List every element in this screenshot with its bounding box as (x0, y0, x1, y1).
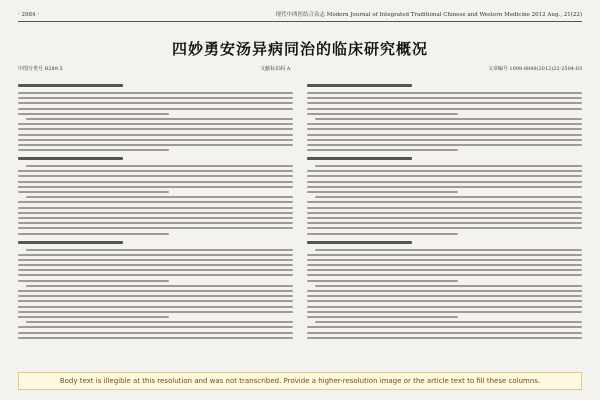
text-line-placeholder (18, 280, 169, 282)
text-line-placeholder (307, 191, 458, 193)
text-line-placeholder (18, 181, 293, 183)
text-line-placeholder (18, 332, 293, 334)
text-line-placeholder (26, 321, 293, 323)
text-line-placeholder (307, 337, 582, 339)
text-line-placeholder (307, 113, 458, 115)
text-line-placeholder (18, 222, 293, 224)
text-line-placeholder (307, 149, 458, 151)
text-line-placeholder (18, 123, 293, 125)
clc-number: 中图分类号 R289.5 (18, 66, 63, 72)
text-line-placeholder (307, 306, 582, 308)
text-line-placeholder (26, 118, 293, 120)
text-line-placeholder (18, 175, 293, 177)
section-heading-placeholder (18, 241, 123, 244)
text-line-placeholder (307, 290, 582, 292)
left-column (18, 78, 293, 348)
text-line-placeholder (307, 123, 582, 125)
text-line-placeholder (18, 227, 293, 229)
text-line-placeholder (26, 165, 293, 167)
text-line-placeholder (307, 259, 582, 261)
section-heading-placeholder (18, 157, 123, 160)
text-line-placeholder (307, 332, 582, 334)
text-line-placeholder (307, 269, 582, 271)
text-line-placeholder (307, 128, 582, 130)
text-line-placeholder (18, 102, 293, 104)
body-columns (18, 78, 582, 348)
text-line-placeholder (307, 222, 582, 224)
text-line-placeholder (315, 196, 582, 198)
text-line-placeholder (315, 285, 582, 287)
text-line-placeholder (18, 144, 293, 146)
text-line-placeholder (18, 254, 293, 256)
text-line-placeholder (18, 264, 293, 266)
text-line-placeholder (307, 134, 582, 136)
text-line-placeholder (307, 227, 582, 229)
page-number: · 2984 · (18, 12, 39, 18)
text-line-placeholder (307, 295, 582, 297)
text-line-placeholder (18, 212, 293, 214)
text-line-placeholder (307, 280, 458, 282)
text-line-placeholder (26, 249, 293, 251)
section-heading-placeholder (307, 157, 412, 160)
text-line-placeholder (18, 191, 169, 193)
right-column (307, 78, 582, 348)
section-heading-placeholder (307, 241, 412, 244)
text-line-placeholder (18, 186, 293, 188)
text-line-placeholder (18, 207, 293, 209)
text-line-placeholder (18, 300, 293, 302)
text-line-placeholder (307, 201, 582, 203)
text-line-placeholder (307, 181, 582, 183)
text-line-placeholder (307, 316, 458, 318)
text-line-placeholder (307, 233, 458, 235)
text-line-placeholder (18, 233, 169, 235)
running-header (18, 10, 582, 22)
text-line-placeholder (18, 290, 293, 292)
text-line-placeholder (307, 102, 582, 104)
journal-name: 现代中西医结合杂志 Modern Journal of Integrated Traditional Chinese and Western Medicine 2012 Aug., 21(22) (275, 12, 582, 18)
text-line-placeholder (307, 92, 582, 94)
transcription-notice: Body text is illegible at this resolution and was not transcribed. Provide a higher-resolution image or the article text to fill these columns. (18, 372, 582, 390)
text-line-placeholder (18, 92, 293, 94)
text-line-placeholder (18, 170, 293, 172)
text-line-placeholder (307, 212, 582, 214)
text-line-placeholder (18, 295, 293, 297)
text-line-placeholder (18, 274, 293, 276)
text-line-placeholder (307, 207, 582, 209)
text-line-placeholder (307, 311, 582, 313)
text-line-placeholder (18, 306, 293, 308)
text-line-placeholder (315, 249, 582, 251)
text-line-placeholder (18, 113, 169, 115)
text-line-placeholder (307, 264, 582, 266)
article-meta (18, 65, 582, 72)
text-line-placeholder (18, 139, 293, 141)
text-line-placeholder (18, 97, 293, 99)
text-line-placeholder (307, 170, 582, 172)
text-line-placeholder (315, 165, 582, 167)
text-line-placeholder (18, 134, 293, 136)
text-line-placeholder (18, 128, 293, 130)
section-heading-placeholder (307, 84, 412, 87)
text-line-placeholder (18, 149, 169, 151)
text-line-placeholder (307, 97, 582, 99)
text-line-placeholder (18, 337, 293, 339)
text-line-placeholder (307, 274, 582, 276)
article-title: 四妙勇安汤异病同治的临床研究概况 (171, 40, 428, 58)
text-line-placeholder (18, 201, 293, 203)
text-line-placeholder (18, 316, 169, 318)
text-line-placeholder (307, 186, 582, 188)
text-line-placeholder (18, 108, 293, 110)
text-line-placeholder (307, 326, 582, 328)
text-line-placeholder (307, 108, 582, 110)
text-line-placeholder (18, 326, 293, 328)
text-line-placeholder (18, 269, 293, 271)
text-line-placeholder (18, 311, 293, 313)
article-id: 文章编号 1008-8849(2012)22-2504-03 (487, 66, 582, 72)
text-line-placeholder (26, 196, 293, 198)
text-line-placeholder (18, 217, 293, 219)
text-line-placeholder (315, 118, 582, 120)
text-line-placeholder (315, 321, 582, 323)
text-line-placeholder (307, 217, 582, 219)
text-line-placeholder (18, 259, 293, 261)
text-line-placeholder (307, 139, 582, 141)
text-line-placeholder (26, 285, 293, 287)
text-line-placeholder (307, 175, 582, 177)
section-heading-placeholder (18, 84, 123, 87)
text-line-placeholder (307, 254, 582, 256)
text-line-placeholder (307, 144, 582, 146)
document-code: 文献标识码 A (260, 66, 291, 72)
text-line-placeholder (307, 300, 582, 302)
